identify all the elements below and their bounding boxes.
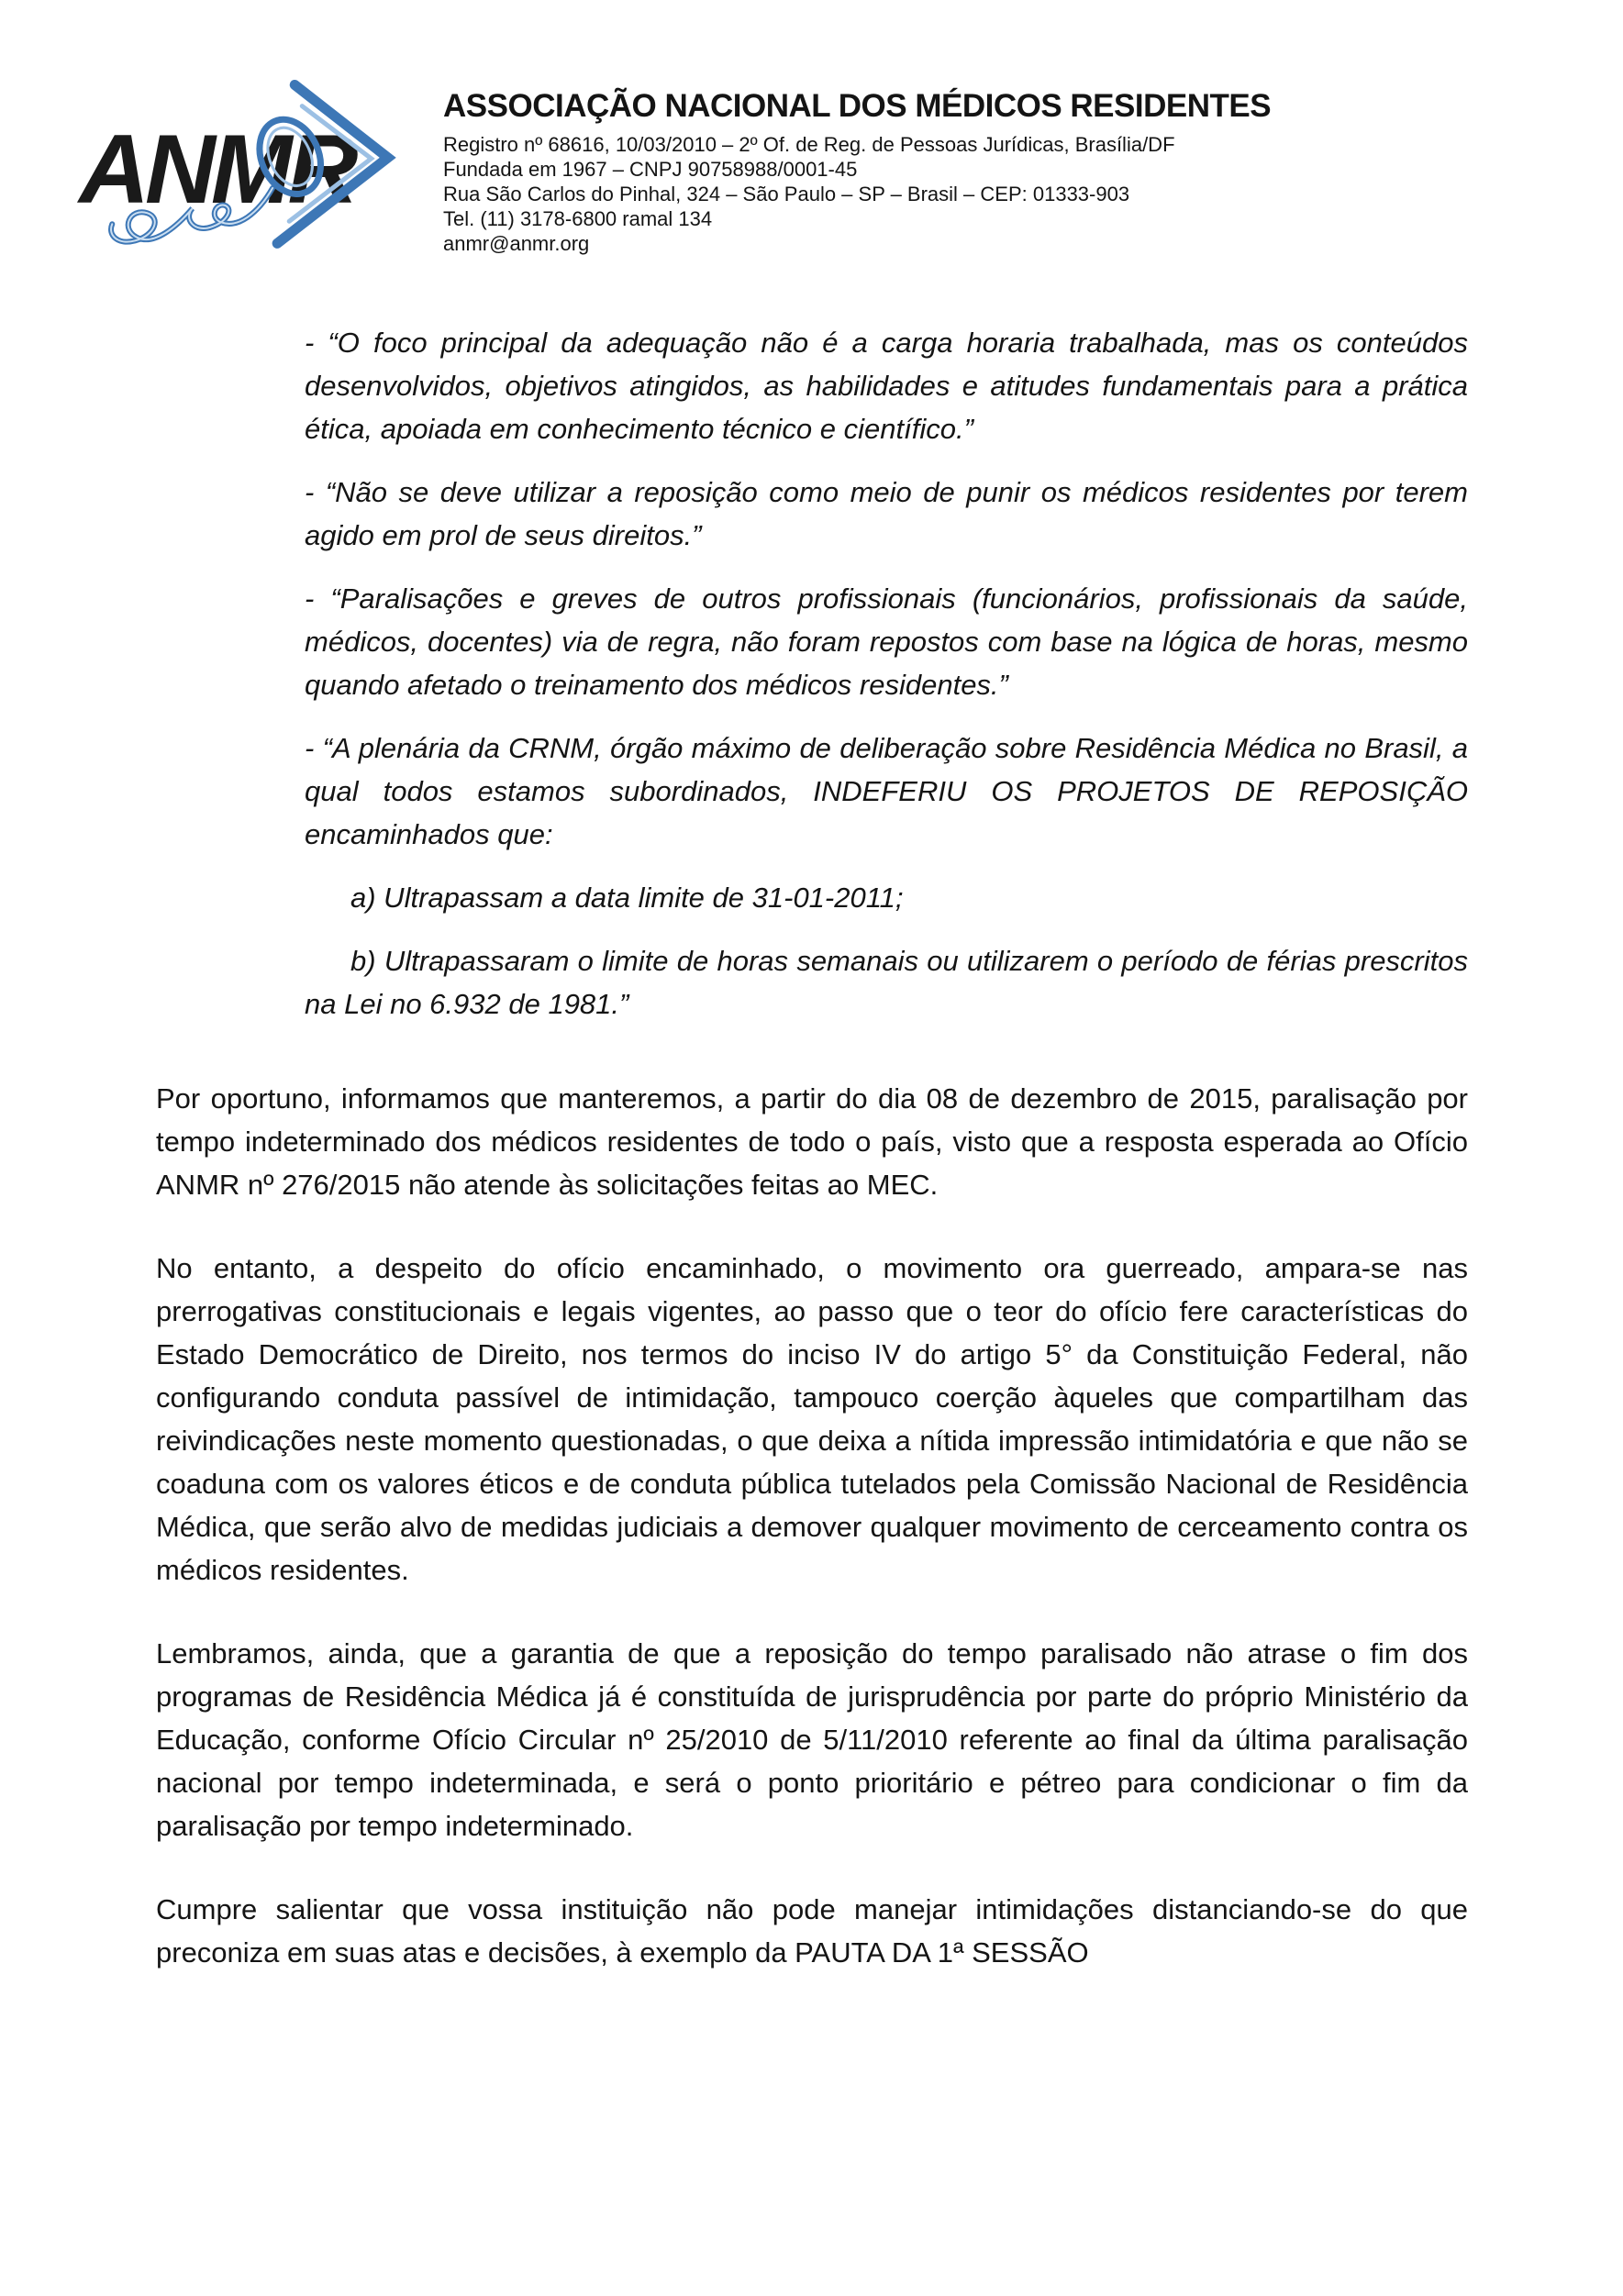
body-paragraph-4: Cumpre salientar que vossa instituição não pode manejar intimidações distanciando-se do que preconiza em suas atas e decisões, à exemplo da PAUTA DA 1ª SESSÃO	[156, 1893, 1468, 1969]
org-email-line: anmr@anmr.org	[443, 232, 590, 255]
quote-paragraph-4: - “A plenária da CRNM, órgão máximo de deliberação sobre Residência Médica no Brasil, a qual todos estamos subordinados, INDEFERIU OS PROJETOS DE REPOSIÇÃO encaminhados que:	[305, 732, 1468, 850]
quote-paragraph-1: - “O foco principal da adequação não é a carga horaria trabalhada, mas os conteúdos desenvolvidos, objetivos atingidos, as habilidades e atitudes fundamentais para a prática ética, apoiada em conhecimento técnico e científico.”	[305, 327, 1468, 445]
anmr-logo-icon	[66, 61, 435, 295]
org-registry-line: Registro nº 68616, 10/03/2010 – 2º Of. de Reg. de Pessoas Jurídicas, Brasília/DF	[443, 133, 1175, 156]
org-phone-line: Tel. (11) 3178-6800 ramal 134	[443, 207, 713, 230]
org-address-line: Rua São Carlos do Pinhal, 324 – São Paulo – SP – Brasil – CEP: 01333-903	[443, 183, 1130, 205]
quote-paragraph-3: - “Paralisações e greves de outros profissionais (funcionários, profissionais da saúde, médicos, docentes) via de regra, não foram repostos com base na lógica de horas, mesmo quando afetado o treinamento dos médicos residentes.”	[305, 582, 1468, 701]
quote-paragraph-2: - “Não se deve utilizar a reposição como meio de punir os médicos residentes por terem agido em prol de seus direitos.”	[305, 476, 1468, 551]
quote-subitem-a: a) Ultrapassam a data limite de 31-01-2011;	[350, 882, 904, 914]
anmr-logo-text: ANMR	[79, 115, 354, 225]
anmr-logo	[66, 61, 435, 295]
body-paragraph-2: No entanto, a despeito do ofício encaminhado, o movimento ora guerreado, ampara-se nas prerrogativas constitucionais e legais vigentes, ao passo que o teor do ofício fere características do Estado Democrático de Direito, nos termos do inciso IV do artigo 5° da Constituição Federal, não configurando conduta passível de intimidação, tampouco coerção àqueles que compartilham das reivindicações neste momento questionadas, o que deixa a nítida impressão intimidatória e que não se coaduna com os valores éticos e de conduta pública tutelados pela Comissão Nacional de Residência Médica, que serão alvo de medidas judiciais a demover qualquer movimento de cerceamento contra os médicos residentes.	[156, 1252, 1468, 1586]
body-paragraph-1: Por oportuno, informamos que manteremos, a partir do dia 08 de dezembro de 2015, paralisação por tempo indeterminado dos médicos residentes de todo o país, visto que a resposta esperada ao Ofício ANMR nº 276/2015 não atende às solicitações feitas ao MEC.	[156, 1082, 1468, 1201]
letterhead	[443, 88, 1572, 256]
letter-body	[156, 321, 1468, 2014]
org-founded-line: Fundada em 1967 – CNPJ 90758988/0001-45	[443, 158, 858, 181]
body-paragraph-3: Lembramos, ainda, que a garantia de que a reposição do tempo paralisado não atrase o fim dos programas de Residência Médica já é constituída de jurisprudência por parte do próprio Ministério da Educação, conforme Ofício Circular nº 25/2010 de 5/11/2010 referente ao final da última paralisação nacional por tempo indeterminada, e será o ponto prioritário e pétreo para condicionar o fim da paralisação por tempo indeterminado.	[156, 1637, 1468, 1842]
quote-subitem-b: b) Ultrapassaram o limite de horas semanais ou utilizarem o período de férias prescritos na Lei no 6.932 de 1981.”	[305, 945, 1468, 1020]
org-name: ASSOCIAÇÃO NACIONAL DOS MÉDICOS RESIDENTES	[443, 88, 1272, 124]
